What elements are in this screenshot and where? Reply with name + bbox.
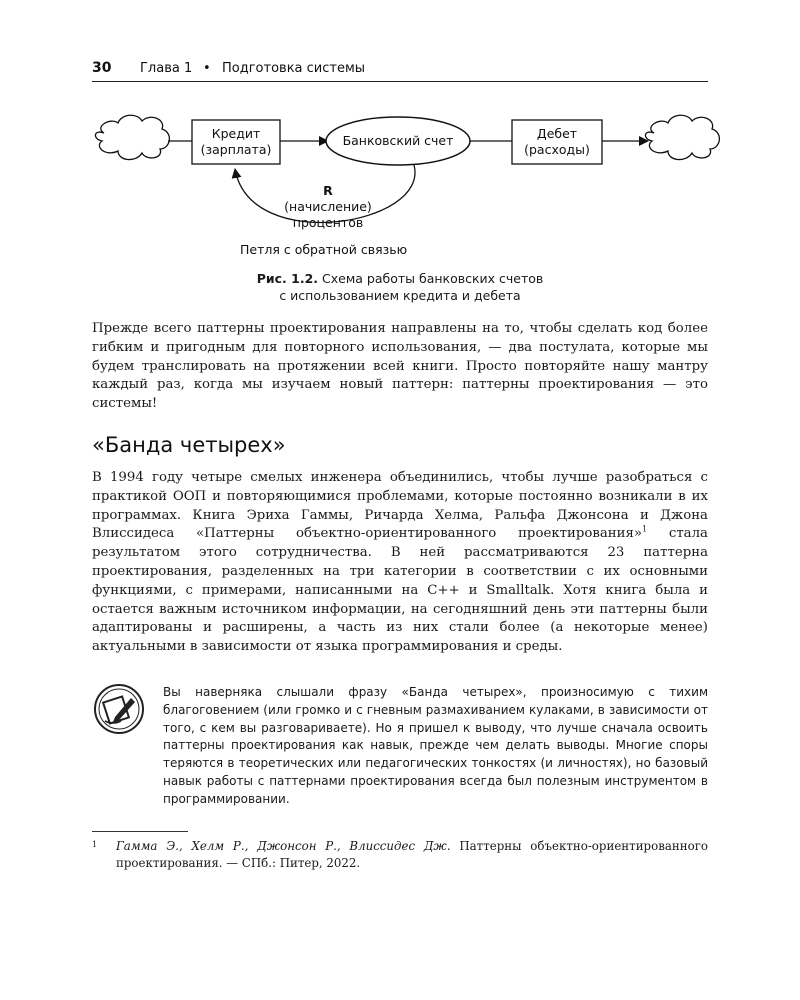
r-letter: R [323, 183, 333, 198]
footnote-rule [92, 831, 188, 832]
r-line2: процентов [292, 215, 364, 230]
credit-label [192, 126, 280, 158]
footnote-rest: Паттерны объектно-ориентированного проектирования. — СПб.: Питер, 2022. [116, 839, 709, 870]
footnote-number: 1 [92, 840, 98, 849]
header-rule [92, 81, 708, 82]
sink-cloud-icon [645, 115, 719, 159]
source-cloud-icon [95, 115, 169, 159]
chapter-label: Глава 1 [140, 61, 193, 76]
reinforcing-label [276, 183, 380, 231]
paragraph2-part1: В 1994 году четыре смелых инженера объединились, чтобы лучше разобраться с практикой ООП и повторяющимися проблемами, которые постоянно возникали в их программах. Книга Эриха Гаммы, Ричарда Хелма, Ральфа Джонсона и Джона Влиссидеса «Паттерны объектно-ориентированного проектирования» [92, 470, 708, 542]
section-heading: «Банда четырех» [92, 433, 286, 457]
header-bullet: • [203, 61, 211, 76]
diagram-graphics [80, 105, 720, 265]
section-title: Подготовка системы [222, 61, 366, 76]
running-header [92, 58, 708, 80]
caption-line2: с использованием кредита и дебета [279, 288, 521, 303]
caption-line1 [150, 270, 650, 287]
pen-note-icon [93, 683, 145, 735]
account-label: Банковский счет [342, 133, 454, 148]
footnote-ref[interactable]: 1 [642, 524, 648, 534]
paragraph-gang-of-four [92, 469, 708, 657]
debit-label [512, 126, 602, 158]
r-line1: (начисление) [284, 199, 372, 214]
credit-label-line2: (зарплата) [200, 142, 272, 157]
page-number: 30 [92, 60, 112, 76]
bank-account-diagram [80, 105, 720, 265]
paragraph2-part2: стала результатом этого сотрудничества. В ней рассматриваются 23 паттерна проектирования, разделенных на три категории в соответствии с их основными функциями, с примерами, написанными на C++ и Smalltalk. Хотя книга была и остается важным источником информации, на сегодняшний день эти паттерны были адаптированы и расширены, а часть из них стали более (а некоторые менее) актуальными в зависимости от языка программирования и среды. [92, 526, 708, 655]
credit-label-line1: Кредит [211, 126, 261, 141]
paragraph-intro: Прежде всего паттерны проектирования направлены на то, чтобы сделать код более гибким и пригодным для повторного использования, — два постулата, которые мы будем транслировать на протяжении всей книги. Просто повторяйте нашу мантру каждый раз, когда мы изучаем новый паттерн: паттерны проектирования — это системы! [92, 321, 708, 412]
loop-label: Петля с обратной связью [240, 242, 408, 257]
figure-caption [150, 270, 650, 304]
footnote-body [116, 838, 708, 872]
caption-label: Рис. 1.2. [256, 271, 319, 286]
caption-text1: Схема работы банковских счетов [322, 271, 544, 286]
footnote-authors: Гамма Э., Хелм Р., Джонсон Р., Влиссидес Дж. [116, 839, 451, 853]
debit-label-line1: Дебет [536, 126, 578, 141]
debit-label-line2: (расходы) [524, 142, 590, 157]
note-text: Вы наверняка слышали фразу «Банда четырех», произносимую с тихим благоговением (или громко и с гневным размахиванием кулаками, в зависимости от того, с кем вы разговариваете). Но я пришел к выводу, что лучше сначала освоить паттерны проектирования как навык, прежде чем делать выводы. Многие споры теряются в теоретических или педагогических тонкостях (и личностях), но базовый навык работы с паттернами проектирования всегда был полезным инструментом в программировании. [163, 685, 708, 806]
